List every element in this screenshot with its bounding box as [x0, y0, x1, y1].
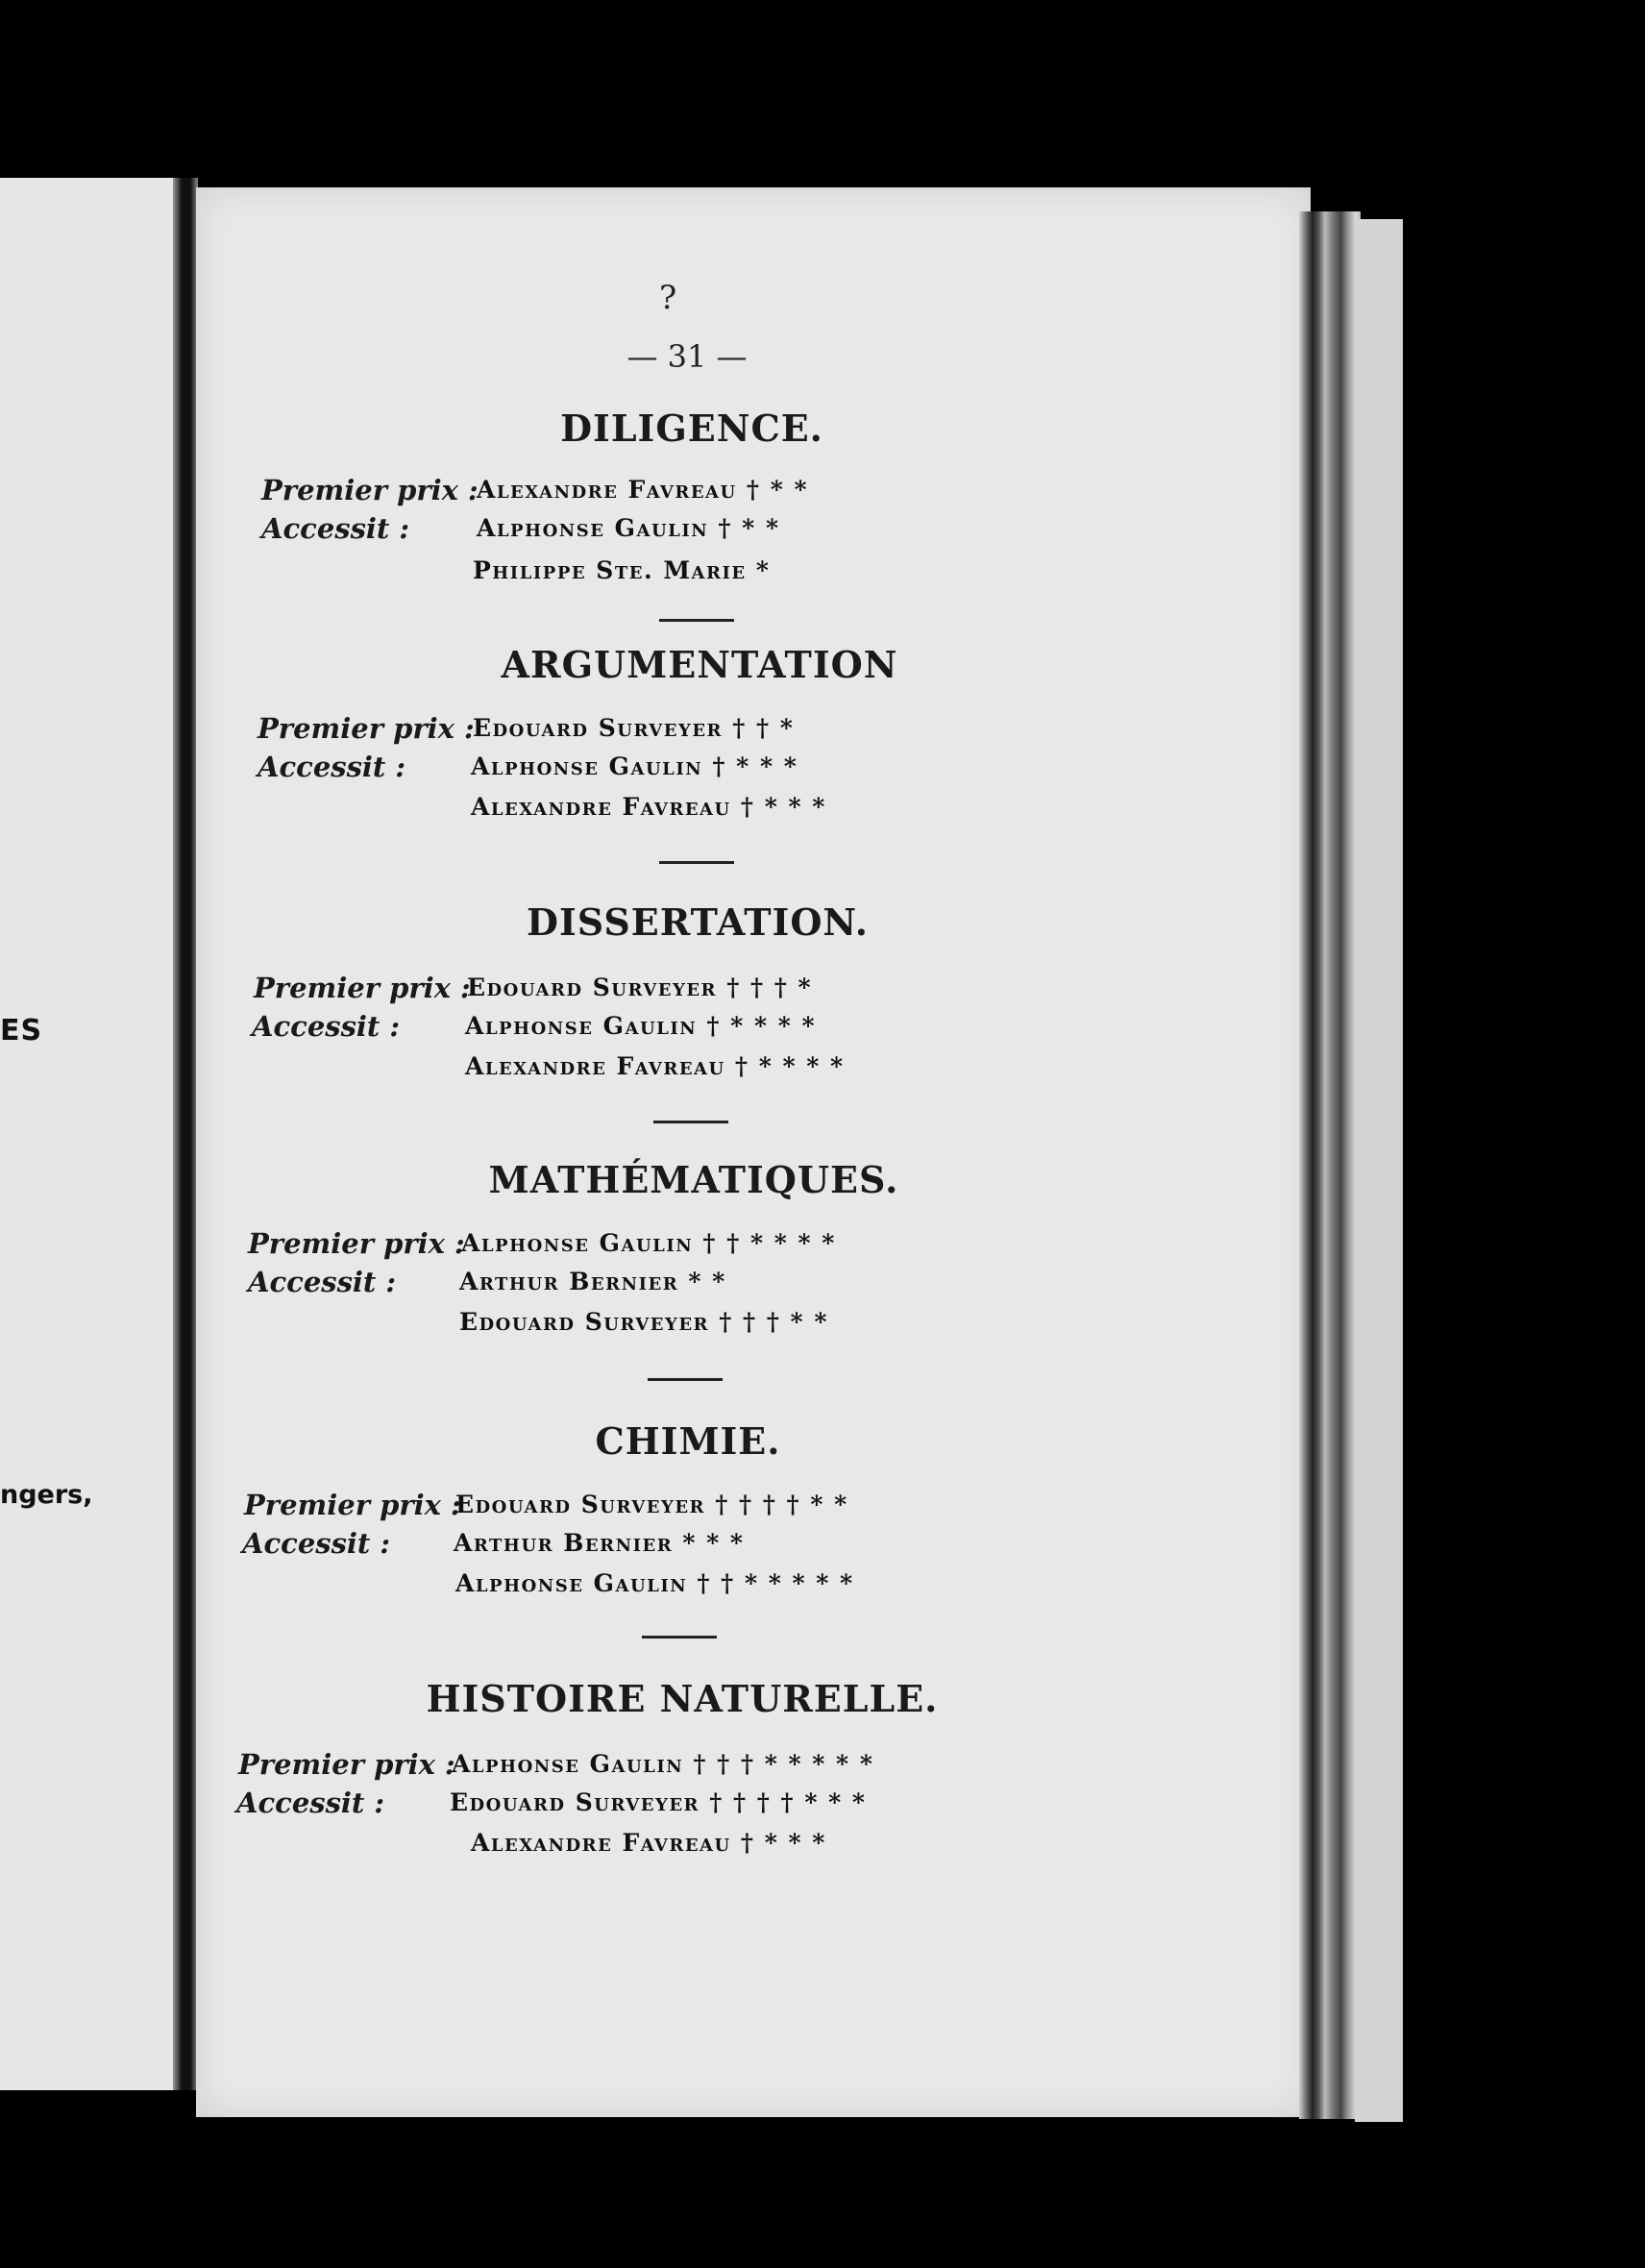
award-row [0, 1048, 1249, 1086]
divider-rule [659, 619, 734, 622]
award-label: Accessit : [258, 751, 406, 783]
award-row [0, 1303, 1249, 1342]
page-edges [1299, 211, 1361, 2119]
award-row [0, 1784, 1249, 1822]
award-row [0, 748, 1249, 786]
page-number: — 31 — [626, 338, 748, 375]
award-label: Premier prix : [248, 1227, 465, 1260]
award-row [0, 1263, 1249, 1301]
left-page-fragment-es: ES [0, 1014, 43, 1048]
award-label: Accessit : [242, 1527, 391, 1560]
award-label: Premier prix : [261, 474, 479, 506]
section-argumentation [286, 640, 1113, 690]
divider-rule [653, 1121, 728, 1123]
award-label: Accessit : [248, 1266, 397, 1298]
award-name: Edouard Surveyer † † † * [467, 974, 813, 1001]
award-name: Edouard Surveyer † † * [473, 714, 795, 742]
award-name: Arthur Bernier * * [459, 1268, 726, 1295]
award-row [0, 1524, 1249, 1563]
award-name: Alexandre Favreau † * * * [471, 793, 826, 821]
award-name: Alphonse Gaulin † † * * * * * [455, 1569, 854, 1597]
section-title: DILIGENCE. [560, 407, 823, 450]
award-label: Premier prix : [238, 1748, 455, 1781]
divider-rule [642, 1636, 717, 1639]
divider-rule [659, 861, 734, 864]
award-label: Accessit : [261, 512, 410, 545]
award-label: Premier prix : [258, 712, 475, 745]
award-label: Accessit : [252, 1010, 401, 1043]
award-label: Premier prix : [254, 972, 471, 1004]
award-label: Accessit : [236, 1787, 385, 1819]
award-row [0, 788, 1249, 826]
award-row [0, 969, 1249, 1007]
award-name: Alphonse Gaulin † † * * * * [461, 1229, 836, 1257]
award-row [0, 1824, 1249, 1862]
award-label: Premier prix : [244, 1489, 461, 1521]
section-title: DISSERTATION. [527, 900, 869, 944]
award-name: Edouard Surveyer † † † † * * [455, 1491, 848, 1518]
award-row [0, 552, 1249, 590]
award-row [0, 471, 1249, 509]
section-chimie [275, 1417, 1101, 1467]
award-name: Alphonse Gaulin † † † * * * * * [452, 1750, 874, 1778]
award-name: Alphonse Gaulin † * * [477, 514, 780, 542]
award-name: Edouard Surveyer † † † † * * * [450, 1788, 867, 1816]
award-name: Alexandre Favreau † * * * * [465, 1052, 845, 1080]
section-mathematiques [281, 1155, 1107, 1205]
award-row [0, 1007, 1249, 1046]
section-title: CHIMIE. [595, 1419, 781, 1463]
award-name: Alphonse Gaulin † * * * [471, 752, 798, 780]
ornament-mark: ? [659, 279, 677, 317]
section-title: HISTOIRE NATURELLE. [426, 1677, 939, 1720]
section-histoire-naturelle [269, 1674, 1095, 1724]
award-name: Alexandre Favreau † * * [477, 476, 809, 504]
section-title: MATHÉMATIQUES. [488, 1158, 899, 1201]
award-name: Alphonse Gaulin † * * * * [465, 1012, 817, 1040]
section-dissertation [284, 898, 1111, 948]
left-page-fragment-angers: ngers, [0, 1480, 93, 1510]
award-row [0, 709, 1249, 748]
page-edge-leaf [1355, 219, 1403, 2122]
award-row [0, 1486, 1249, 1524]
award-row [0, 1565, 1249, 1603]
award-row [0, 1745, 1249, 1784]
section-diligence [279, 404, 1105, 454]
award-row [0, 1224, 1249, 1263]
award-name: Philippe Ste. Marie * [473, 556, 771, 584]
award-name: Edouard Surveyer † † † * * [459, 1308, 828, 1336]
award-name: Arthur Bernier * * * [454, 1529, 745, 1557]
award-name: Alexandre Favreau † * * * [471, 1829, 826, 1857]
section-title: ARGUMENTATION [501, 643, 898, 686]
award-row [0, 509, 1249, 548]
divider-rule [648, 1378, 723, 1381]
